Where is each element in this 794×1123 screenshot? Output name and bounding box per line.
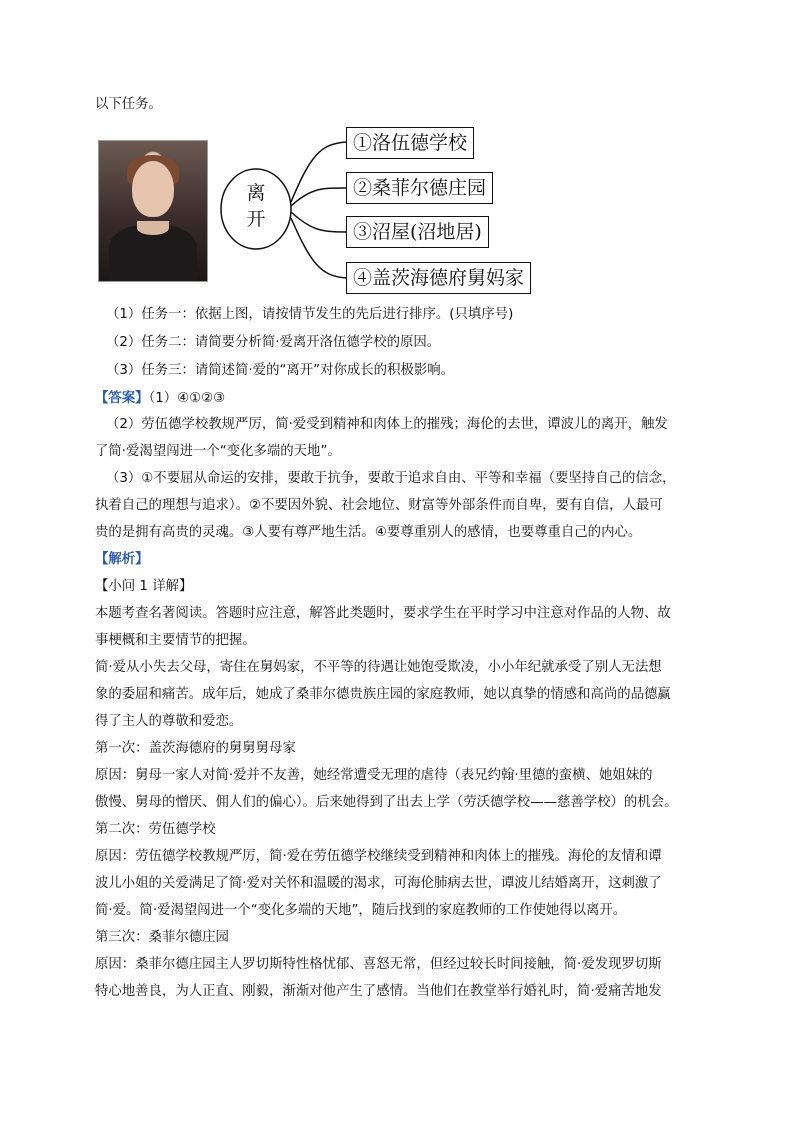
body-line: 特心地善良，为人正直、刚毅，渐渐对他产生了感情。当他们在教堂举行婚礼时，简·爱痛苦地发 xyxy=(95,984,662,999)
question-2: （2）任务二：请简要分析简·爱离开洛伍德学校的原因。 xyxy=(106,335,441,350)
option-box-4: ④盖茨海德府舅妈家 xyxy=(346,262,531,294)
sub-heading: 【小问 1 详解】 xyxy=(95,579,193,594)
question-3: （3）任务三：请简述简·爱的“离开”对你成长的积极影响。 xyxy=(106,363,455,378)
body-line: 象的委屈和痛苦。成年后，她成了桑菲尔德贵族庄园的家庭教师，她以真挚的情感和高尚的品德赢 xyxy=(95,687,671,702)
body-line: 本题考查名著阅读。答题时应注意，解答此类题时，要求学生在平时学习中注意对作品的人物、故 xyxy=(95,606,671,621)
center-label-top: 离 xyxy=(246,182,266,204)
body-line: 原因：劳伍德学校教规严厉，简·爱在劳伍德学校继续受到精神和肉体上的摧残。海伦的友情和谭 xyxy=(95,849,662,864)
answer-tag: 【 答案 】 xyxy=(95,391,149,406)
option-box-1: ①洛伍德学校 xyxy=(346,127,474,159)
answer-line: （3）①不要屈从命运的安排，要敢于抗争，要敢于追求自由、平等和幸福（要坚持自己的信念， xyxy=(106,471,676,486)
body-line: 简·爱从小失去父母，寄住在舅妈家，不平等的待遇让她饱受欺凌，小小年纪就承受了别人无法想 xyxy=(95,660,662,675)
answer-line: 执着自己的理想与追求）。②不要因外貌、社会地位、财富等外部条件而自卑，要有自信，人最可 xyxy=(95,498,663,513)
intro-text: 以下任务。 xyxy=(95,97,162,112)
center-label-bottom: 开 xyxy=(246,208,266,230)
body-line: 事梗概和主要情节的把握。 xyxy=(95,633,256,648)
leave-mindmap xyxy=(96,124,566,294)
analysis-tag: 【 解析 】 xyxy=(95,552,149,567)
answer-1: （1）④①②③ xyxy=(148,391,226,406)
body-line: 波儿小姐的关爱满足了简·爱对关怀和温暖的渴求，可海伦肺病去世，谭波儿结婚离开，这刺激了 xyxy=(95,876,662,891)
body-line: 第二次：劳伍德学校 xyxy=(95,822,216,837)
body-line: 第一次：盖茨海德府的舅舅舅母家 xyxy=(95,741,296,756)
option-box-3: ③沼屋(沼地居) xyxy=(346,216,489,248)
question-1: （1）任务一：依据上图，请按情节发生的先后进行排序。(只填序号) xyxy=(106,307,514,322)
body-line: 傲慢、舅母的憎厌、佣人们的偏心）。后来她得到了出去上学（劳沃德学校——慈善学校）的机会。 xyxy=(95,795,678,810)
answer-line: 了简·爱渴望闯进一个“变化多端的天地”。 xyxy=(95,444,341,459)
body-line: 得了主人的尊敬和爱恋。 xyxy=(95,714,243,729)
answer-line: 贵的是拥有高贵的灵魂。③人要有尊严地生活。④要尊重别人的感情，也要尊重自己的内心。 xyxy=(95,525,642,540)
body-line: 原因：舅母一家人对简·爱并不友善，她经常遭受无理的虐待（表兄约翰·里德的蛮横、她姐妹的 xyxy=(95,768,653,783)
answer-line: （2）劳伍德学校教规严厉，简·爱受到精神和肉体上的摧残；海伦的去世，谭波儿的离开，触发 xyxy=(106,417,668,432)
body-line: 简·爱。简·爱渴望闯进一个“变化多端的天地”，随后找到的家庭教师的工作使她得以离开。 xyxy=(95,903,627,918)
answer-row xyxy=(95,390,705,408)
analysis-row xyxy=(95,551,705,569)
option-box-2: ②桑菲尔德庄园 xyxy=(346,172,493,204)
body-line: 第三次：桑菲尔德庄园 xyxy=(95,930,229,945)
body-line: 原因：桑菲尔德庄园主人罗切斯特性格忧郁、喜怒无常，但经过较长时间接触，简·爱发现罗切斯 xyxy=(95,957,662,972)
